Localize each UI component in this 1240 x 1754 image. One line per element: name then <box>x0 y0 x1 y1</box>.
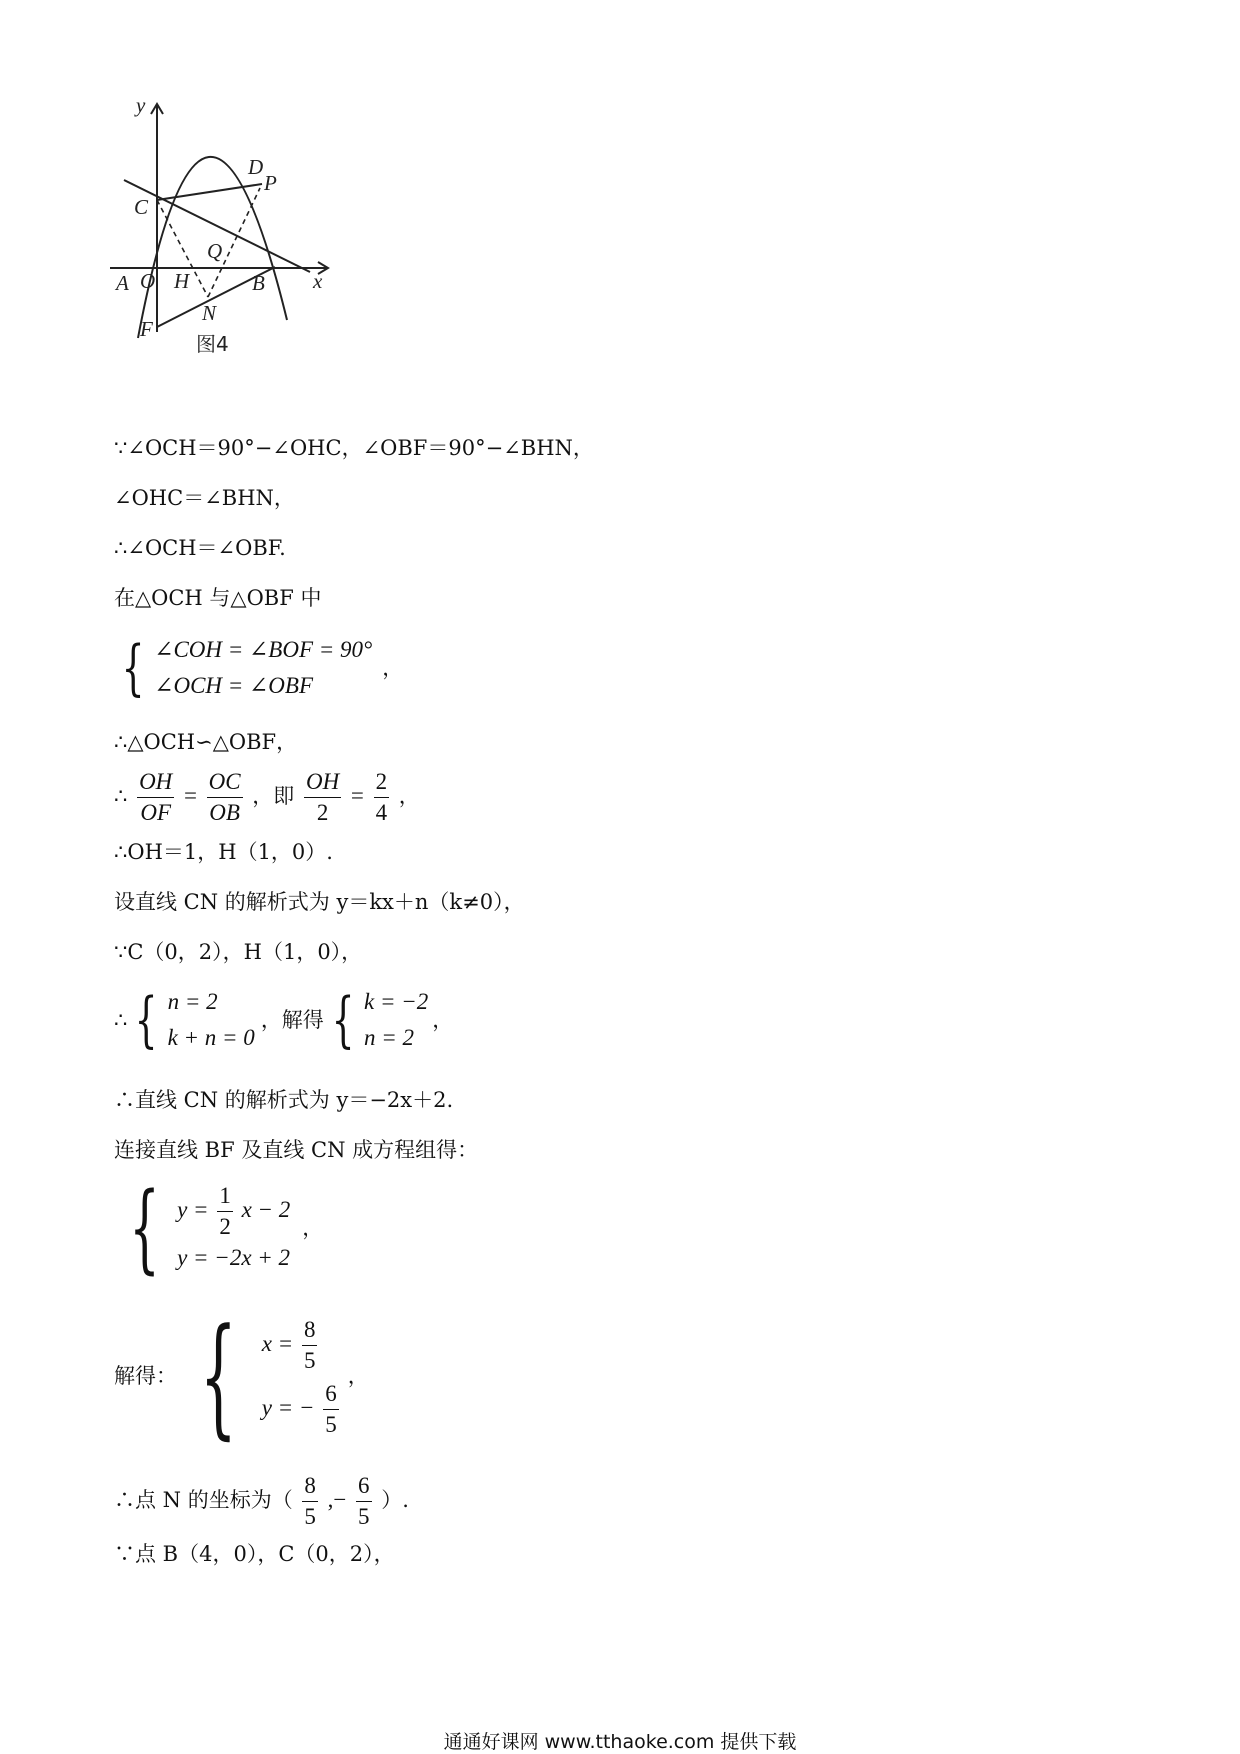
line-cd <box>157 184 262 200</box>
system-5-row-1-lhs: x = <box>261 1331 294 1356</box>
system-5-row-2-lhs: y = − <box>261 1395 315 1420</box>
equals-1: = <box>183 783 197 808</box>
coord-y-den: 5 <box>358 1504 370 1529</box>
line-15: 解得： { x = $\frac{8}{5}$ y = − $\frac{6}{5}$ ， <box>114 1300 369 1452</box>
label-b: B <box>252 271 265 295</box>
line-11: ∴ { n = 2 k + n = 0 ，解得 { k = −2 n = 2 ， <box>114 985 454 1055</box>
system-3-row-2: n = 2 <box>364 1025 415 1050</box>
label-q: Q <box>207 239 223 263</box>
frac-8-5-num: 8 <box>302 1317 318 1346</box>
frac-oh-2-den: 2 <box>316 800 329 825</box>
system-1: { ∠COH = ∠BOF = 90° ∠OCH = ∠OBF ， <box>121 633 404 703</box>
system-4-row-1 <box>177 1180 290 1240</box>
line-12: ∴直线 CN 的解析式为 y＝−2x＋2. <box>114 1088 454 1112</box>
line-7 <box>114 766 420 826</box>
line-7-prefix: ∴ <box>114 784 128 808</box>
frac-2-4-num: 2 <box>374 769 390 798</box>
line-10: ∵C（0，2），H（1，0）， <box>114 940 363 964</box>
frac-6-5-num: 6 <box>323 1381 339 1410</box>
line-15-prefix: 解得： <box>114 1364 177 1388</box>
frac-8-5-den: 5 <box>303 1348 316 1374</box>
coord-separator: ,− <box>327 1487 347 1512</box>
frac-2-4-den: 4 <box>375 800 388 825</box>
line-13: 连接直线 BF 及直线 CN 成方程组得： <box>114 1138 479 1162</box>
line-3: ∴∠OCH＝∠OBF. <box>114 536 286 560</box>
system-4-row-1-lhs: y = <box>177 1197 209 1222</box>
frac-oc-ob-den: OB <box>209 800 240 825</box>
label-x: x <box>313 269 323 293</box>
label-h: H <box>174 269 190 293</box>
coord-x-den: 5 <box>304 1504 316 1529</box>
coord-y-num: 6 <box>356 1473 372 1502</box>
line-7-middle: ，即 <box>252 784 295 808</box>
label-d: D <box>248 155 264 179</box>
figure-caption: 图4 <box>196 332 229 356</box>
line-7-comma: ， <box>398 784 420 808</box>
label-n: N <box>202 301 217 325</box>
label-a: A <box>116 271 129 295</box>
system-5-comma: ， <box>347 1364 369 1388</box>
coord-x-num: 8 <box>302 1473 318 1502</box>
line-16 <box>114 1470 409 1530</box>
geometry-figure <box>110 100 390 400</box>
label-y: y <box>136 100 146 117</box>
frac-oc-ob-num: OC <box>207 769 243 798</box>
label-p: P <box>264 171 277 195</box>
line-4: 在△OCH 与△OBF 中 <box>114 586 322 610</box>
line-16-prefix: ∴点 N 的坐标为（ <box>114 1488 293 1512</box>
system-5-row-2 <box>262 1376 342 1440</box>
frac-6-5-den: 5 <box>325 1412 337 1438</box>
frac-1-2-num: 1 <box>217 1183 233 1212</box>
frac-1-2-den: 2 <box>219 1214 231 1240</box>
line-17: ∵点 B（4，0），C（0，2）， <box>114 1542 395 1566</box>
page-footer: 通通好课网 www.tthaoke.com 提供下载 <box>443 1731 797 1753</box>
system-4-comma: ， <box>302 1216 324 1241</box>
system-3-row-1: k = −2 <box>364 989 429 1014</box>
line-11-prefix: ∴ <box>114 1008 128 1032</box>
figure-svg <box>110 100 390 400</box>
system-4-row-2: y = −2x + 2 <box>177 1245 291 1271</box>
system-5-row-1 <box>262 1312 342 1376</box>
line-1: ∵∠OCH＝90°−∠OHC，∠OBF＝90°−∠BHN， <box>114 436 594 460</box>
label-c: C <box>134 195 149 219</box>
frac-oh-of-den: OF <box>140 800 172 825</box>
system-2-row-2: k + n = 0 <box>167 1025 255 1050</box>
frac-oh-2-num: OH <box>304 769 341 798</box>
line-2: ∠OHC＝∠BHN， <box>114 486 295 510</box>
line-16-suffix: ）. <box>381 1488 409 1512</box>
system-4: { y = $\frac{1}{2}$ x − 2 y = −2x + 2 ， <box>129 1172 324 1285</box>
line-11-middle: ，解得 <box>260 1008 324 1032</box>
line-8: ∴OH＝1，H（1，0）. <box>114 840 333 864</box>
system-2-row-1: n = 2 <box>167 989 218 1014</box>
label-o: O <box>140 269 156 293</box>
line-11-comma: ， <box>432 1008 454 1032</box>
line-6: ∴△OCH∽△OBF， <box>114 730 298 754</box>
frac-oh-of-num: OH <box>137 769 174 798</box>
system-4-row-1-rhs: x − 2 <box>241 1197 291 1222</box>
system-1-row-2: ∠OCH = ∠OBF <box>154 673 314 698</box>
label-f: F <box>140 317 153 341</box>
line-9: 设直线 CN 的解析式为 y＝kx＋n（k≠0）， <box>114 890 525 914</box>
equals-2: = <box>350 783 364 808</box>
system-1-comma: ， <box>382 656 404 680</box>
system-1-row-1: ∠COH = ∠BOF = 90° <box>154 637 373 662</box>
